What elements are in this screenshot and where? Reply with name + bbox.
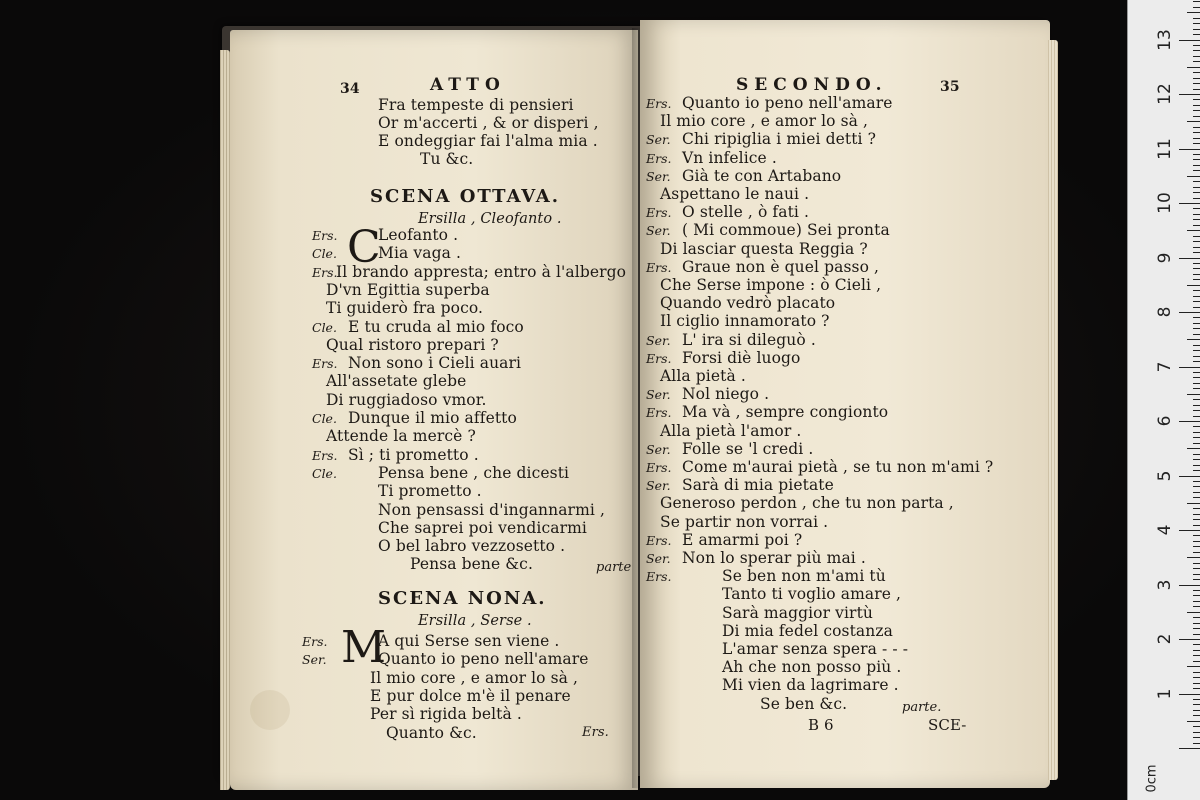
dialogue-line: E tu cruda al mio foco [348,317,524,336]
ruler-tick [1179,258,1200,259]
ruler-tick [1193,399,1200,400]
ruler-tick [1193,143,1200,144]
scene9-dropcap: M [341,622,387,673]
speaker-label: Ers. [646,350,672,366]
ruler-tick [1193,688,1200,689]
ruler-tick [1193,437,1200,438]
ruler-tick [1193,328,1200,329]
speaker-label: Cle. [312,246,337,262]
ruler-tick [1193,497,1200,498]
dialogue-line: Il ciglio innamorato ? [660,312,830,331]
ruler-tick [1193,650,1200,651]
ruler-tick [1193,377,1200,378]
dialogue-line: Sì ; ti prometto . [348,445,479,464]
ruler-tick [1179,367,1200,368]
ruler-tick [1179,476,1200,477]
ruler-tick [1193,268,1200,269]
ruler-tick [1193,606,1200,607]
ruler-tick [1193,61,1200,62]
ruler-tick [1193,655,1200,656]
verse-line: E ondeggiar fai l'alma mia . [378,132,598,150]
ruler-tick [1193,187,1200,188]
ruler-tick [1193,345,1200,346]
ruler-tick [1193,290,1200,291]
ruler-tick [1193,525,1200,526]
ruler-number: 12 [1155,83,1175,105]
speaker-label: Ers. [646,259,672,275]
ruler-number: 10 [1155,192,1175,214]
dialogue-line: Che saprei poi vendicarmi [378,518,587,537]
speaker-label: Cle. [312,465,337,481]
ruler-tick [1193,116,1200,117]
speaker-label: Cle. [312,411,337,426]
ruler-tick [1193,546,1200,547]
speaker-label: Ser. [646,223,671,239]
ruler-tick [1187,612,1200,613]
scene8-dropcap: C [347,222,381,273]
ruler-tick [1193,465,1200,466]
ruler-tick [1193,552,1200,553]
right-exit-direction: parte. [902,700,942,715]
ruler-tick [1187,448,1200,449]
speaker-label: Ers. [646,405,672,421]
ruler-number: 4 [1155,524,1175,536]
ruler-number: 6 [1155,415,1175,427]
right-page-edges [1048,40,1058,780]
scene9-title: SCENA NONA. [378,588,547,609]
ruler-tick [1193,1,1200,2]
ruler-tick [1193,361,1200,362]
ruler-tick [1193,737,1200,738]
speaker-label: Ser. [646,168,671,184]
dialogue-line: Nol niego . [682,385,770,404]
ruler-tick [1179,94,1200,95]
ruler-tick [1193,563,1200,564]
ruler-tick [1187,503,1200,504]
dialogue-line: L' ira si dileguò . [682,330,816,349]
ruler-number: 1 [1155,688,1175,699]
ruler-tick [1193,7,1200,8]
scene8-exit-direction: parte [596,560,632,575]
speaker-label: Ers. [312,264,338,280]
signature-mark: B 6 [808,716,834,734]
dialogue-line: Per sì rigida beltà . [370,705,522,724]
dialogue-line: Folle se 'l credi . [682,439,814,458]
ruler-tick [1193,699,1200,700]
scene8-characters: Ersilla , Cleofanto . [418,211,562,227]
ruler-tick [1193,443,1200,444]
dialogue-line: L'amar senza spera - - - [722,640,909,658]
ruler-tick [1193,426,1200,427]
speaker-label: Ser. [646,132,671,148]
ruler-tick [1193,383,1200,384]
dialogue-line: Ah che non posso più . [722,658,902,677]
dialogue-line: Vn infelice . [682,148,777,167]
ruler-tick [1193,677,1200,678]
dialogue-line: Alla pietà l'amor . [660,421,802,440]
dialogue-line: Già te con Artabano [682,166,842,185]
ruler-tick [1193,568,1200,569]
dialogue-line: Generoso perdon , che tu non parta , [660,494,954,513]
ruler-tick [1193,372,1200,373]
ruler-tick [1193,623,1200,624]
ruler-tick [1193,89,1200,90]
ruler-tick [1193,492,1200,493]
ruler-tick [1187,721,1200,722]
ruler-tick [1193,165,1200,166]
speaker-label: Ers. [646,150,672,166]
ruler-tick [1193,236,1200,237]
dialogue-line: Quanto io peno nell'amare [682,94,893,112]
dialogue-line: O bel labro vezzosetto . [378,537,566,556]
dialogue-line: Sarà maggior virtù [722,603,873,622]
ruler-tick [1193,628,1200,629]
ruler-tick [1193,595,1200,596]
ruler-tick [1193,541,1200,542]
dialogue-line: Qual ristoro prepari ? [326,335,499,354]
dialogue-line: Il brando appresta; entro à l'albergo [336,262,627,281]
dialogue-line: Pensa bene &c. [410,555,533,574]
ruler-tick [1193,198,1200,199]
speaker-label: Ers. [646,205,672,221]
ruler-tick [1193,56,1200,57]
ruler-tick [1193,296,1200,297]
dialogue-line: Quando vedrò placato [660,294,836,313]
ruler-tick [1193,579,1200,580]
ruler-tick [1193,710,1200,711]
ruler-tick [1193,263,1200,264]
dialogue-line: Alla pietà . [660,367,746,385]
speaker-label: Ser. [302,652,327,668]
dialogue-line: Il mio core , e amor lo sà , [660,112,869,131]
speaker-label: Ers. [312,447,338,463]
speaker-label: Ser. [646,332,671,348]
ruler-tick [1179,694,1200,695]
dialogue-line: Ma và , sempre congionto [682,403,889,422]
speaker-label: Ers. [312,356,338,372]
verse-line: Or m'accerti , & or disperi , [378,114,599,132]
ruler-tick [1193,459,1200,460]
ruler-tick [1193,356,1200,357]
right-running-header: SECONDO. [736,75,888,95]
dialogue-line: Pensa bene , che dicesti [378,463,570,482]
ruler-tick [1193,138,1200,139]
scale-ruler [1127,0,1200,800]
ruler-tick [1193,601,1200,602]
ruler-tick [1193,18,1200,19]
ruler-tick [1187,394,1200,395]
dialogue-line: Graue non è quel passo , [682,257,880,276]
ruler-tick [1193,214,1200,215]
ruler-tick [1193,405,1200,406]
ruler-tick [1193,132,1200,133]
speaker-label: Ser. [646,478,671,494]
ruler-tick [1187,339,1200,340]
right-page [640,20,1050,788]
dialogue-line: O stelle , ò fati . [682,203,810,222]
left-page-edges [220,50,230,790]
dialogue-line: Di ruggiadoso vmor. [326,390,487,409]
ruler-tick [1193,110,1200,111]
ruler-tick [1193,50,1200,51]
left-page [230,30,638,790]
left-page-number: 34 [340,81,360,97]
dialogue-line: Chi ripiglia i miei detti ? [682,130,877,149]
ruler-tick [1193,470,1200,471]
ruler-number: 7 [1155,361,1175,372]
ruler-number: 5 [1155,470,1175,481]
verse-line: Fra tempeste di pensieri [378,96,574,114]
ruler-tick [1193,170,1200,171]
ruler-tick [1193,83,1200,84]
dialogue-line: Ti prometto . [378,482,482,501]
ruler-tick [1193,45,1200,46]
ruler-tick [1187,285,1200,286]
ruler-tick [1193,743,1200,744]
right-page-number: 35 [940,79,960,95]
ruler-tick [1193,192,1200,193]
dialogue-line: Se ben non m'ami tù [722,567,886,586]
dialogue-line: Aspettano le naui . [660,185,810,203]
ruler-tick [1193,535,1200,536]
ruler-tick [1193,78,1200,79]
ruler-tick [1193,159,1200,160]
dialogue-line: Sarà di mia pietate [682,476,834,495]
ruler-tick [1193,208,1200,209]
ruler-tick [1187,666,1200,667]
ruler-tick [1193,661,1200,662]
ruler-number: 3 [1155,579,1175,590]
dialogue-line: Che Serse impone : ò Cieli , [660,276,882,294]
ruler-tick [1193,34,1200,35]
speaker-label: Ers. [646,569,672,585]
speaker-label: Cle. [312,319,337,335]
ruler-tick [1193,247,1200,248]
ruler-tick [1179,639,1200,640]
ruler-tick [1193,323,1200,324]
ruler-tick [1179,530,1200,531]
ruler-tick [1193,317,1200,318]
dialogue-line: Non lo sperar più mai . [682,549,866,567]
ruler-tick [1187,557,1200,558]
ruler-tick [1187,176,1200,177]
ruler-tick [1193,732,1200,733]
dialogue-line: Quanto &c. [386,723,477,742]
ruler-tick [1193,514,1200,515]
speaker-label: Ers. [646,96,672,111]
scene8-title: SCENA OTTAVA. [370,186,561,207]
ruler-tick [1193,274,1200,275]
ruler-number: 11 [1155,137,1175,160]
ruler-tick [1187,12,1200,13]
dialogue-line: Come m'aurai pietà , se tu non m'ami ? [682,458,994,476]
dialogue-line: Forsi diè luogo [682,348,801,367]
ruler-tick [1179,149,1200,150]
ruler-tick [1179,312,1200,313]
ruler-tick [1193,23,1200,24]
ruler-tick [1193,225,1200,226]
dialogue-line: D'vn Egittia superba [326,280,490,299]
ruler-tick [1187,230,1200,231]
ruler-tick [1193,672,1200,673]
dialogue-line: Se ben &c. [760,694,848,713]
dialogue-line: Mia vaga . [378,244,462,263]
dialogue-line: Non sono i Cieli auari [348,354,522,373]
ruler-tick [1187,121,1200,122]
ruler-tick [1193,29,1200,30]
ruler-tick [1193,72,1200,73]
ruler-tick [1179,40,1200,41]
ruler-tick [1193,644,1200,645]
ruler-tick [1179,421,1200,422]
ruler-tick [1193,726,1200,727]
ruler-tick [1193,617,1200,618]
ruler-tick [1193,590,1200,591]
dialogue-line: Il mio core , e amor lo sà , [370,668,579,687]
ruler-tick [1193,486,1200,487]
dialogue-line: ( Mi commoue) Sei pronta [682,221,890,240]
catchword: SCE- [928,716,967,734]
paper-stain [250,690,290,730]
ruler-tick [1193,154,1200,155]
dialogue-line: A qui Serse sen viene . [378,632,560,650]
speaker-label: Ser. [646,441,671,457]
ruler-tick [1193,683,1200,684]
ruler-tick [1193,181,1200,182]
ruler-tick [1193,307,1200,308]
dialogue-line: Quanto io peno nell'amare [378,650,589,669]
dialogue-line: E amarmi poi ? [682,530,803,549]
ruler-tick [1193,508,1200,509]
dialogue-line: Leofanto . [378,226,459,244]
ruler-tick [1193,252,1200,253]
ruler-tick [1193,99,1200,100]
dialogue-line: Mi vien da lagrimare . [722,676,899,695]
dialogue-line: Di lasciar questa Reggia ? [660,239,868,258]
ruler-tick [1179,585,1200,586]
ruler-tick [1193,704,1200,705]
ruler-tick [1193,454,1200,455]
scene9-characters: Ersilla , Serse . [418,613,532,629]
speaker-label: Ers. [646,532,672,548]
dialogue-line: Tanto ti voglio amare , [722,585,902,604]
dialogue-line: Se partir non vorrai . [660,512,829,531]
ruler-tick [1193,715,1200,716]
ruler-tick [1179,748,1200,749]
speaker-label: Ers. [312,228,338,243]
speaker-label: Ers. [302,634,328,649]
ruler-tick [1193,416,1200,417]
dialogue-line: Ti guiderò fra poco. [326,299,484,318]
dialogue-line: Di mia fedel costanza [722,621,893,640]
left-running-header: ATTO [430,75,506,95]
ruler-tick [1193,432,1200,433]
ruler-number: 8 [1155,306,1175,318]
ruler-tick [1193,350,1200,351]
ruler-tick [1193,127,1200,128]
ruler-tick [1193,410,1200,411]
ruler-tick [1193,388,1200,389]
ruler-tick [1179,203,1200,204]
ruler-tick [1193,105,1200,106]
dialogue-line: Attende la mercè ? [326,427,476,446]
speaker-label: Ers. [646,460,672,475]
ruler-tick [1193,481,1200,482]
ruler-tick [1193,279,1200,280]
ruler-tick [1193,219,1200,220]
ruler-unit-label: 0cm [1144,764,1160,793]
ruler-tick [1193,519,1200,520]
ruler-number: 2 [1155,633,1175,645]
speaker-label: Ser. [646,387,671,403]
dialogue-line: E pur dolce m'è il penare [370,686,571,705]
ruler-tick [1193,301,1200,302]
dialogue-line: Dunque il mio affetto [348,409,517,427]
ruler-tick [1193,241,1200,242]
ruler-number: 13 [1155,28,1175,51]
ruler-tick [1187,67,1200,68]
left-catchword: Ers. [582,725,609,740]
dialogue-line: Non pensassi d'ingannarmi , [378,500,605,519]
ruler-number: 9 [1155,252,1175,263]
speaker-label: Ser. [646,551,671,566]
ruler-tick [1193,334,1200,335]
verse-line: Tu &c. [420,150,474,168]
open-book [222,14,1052,784]
ruler-tick [1193,574,1200,575]
dialogue-line: All'assetate glebe [326,372,467,391]
ruler-tick [1193,634,1200,635]
